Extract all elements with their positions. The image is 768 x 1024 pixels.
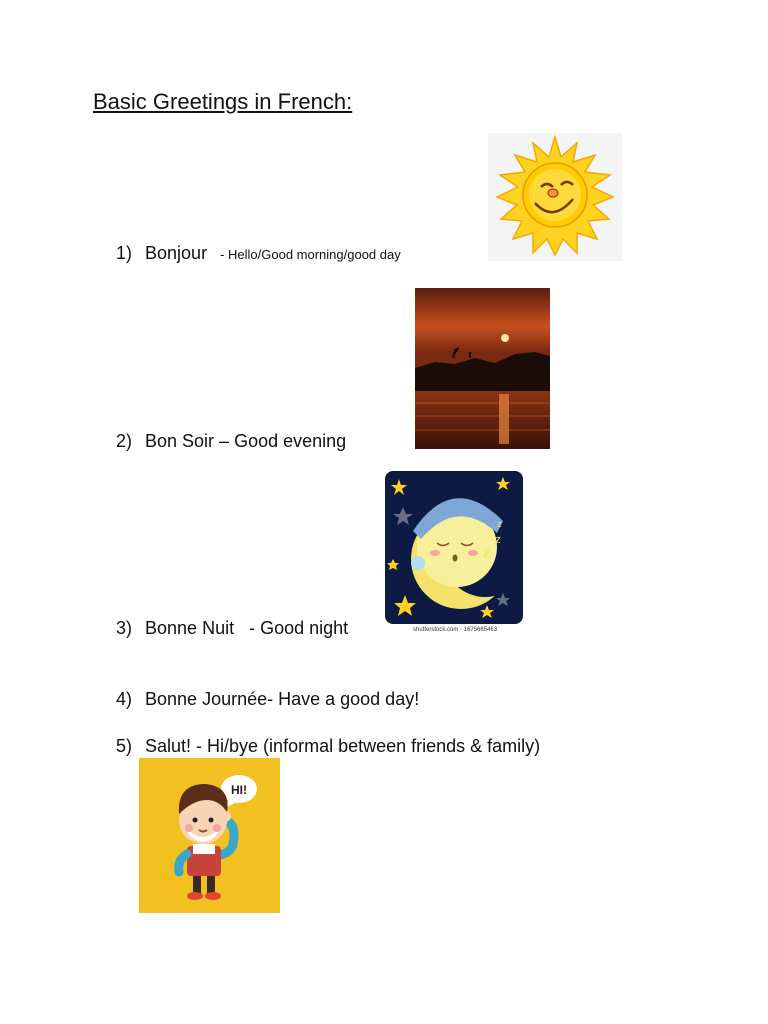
image-credit: shutterstock.com · 1675665463 bbox=[413, 627, 498, 633]
item-text: Bon Soir – Good evening bbox=[145, 431, 347, 451]
sun-image bbox=[488, 133, 622, 261]
item-text: Bonne Journée- Have a good day! bbox=[145, 689, 420, 709]
svg-text:z: z bbox=[495, 533, 501, 546]
item-number: 3) bbox=[116, 618, 133, 638]
page-title: Basic Greetings in French: bbox=[93, 89, 353, 114]
item-number: 1) bbox=[116, 243, 133, 263]
item-text: Bonne Nuit - Good night bbox=[145, 618, 349, 638]
svg-text:z: z bbox=[483, 546, 490, 561]
sleeping-moon-image bbox=[385, 471, 523, 624]
item-number: 2) bbox=[116, 431, 133, 451]
waving-boy-image bbox=[139, 758, 280, 913]
item-meaning: - Hello/Good morning/good day bbox=[220, 247, 401, 262]
sunset-image bbox=[415, 288, 550, 449]
list-item-salut bbox=[116, 736, 540, 757]
item-phrase: Bonjour bbox=[145, 243, 208, 263]
list-item-bonne-nuit bbox=[116, 618, 348, 639]
item-number: 4) bbox=[116, 689, 133, 709]
list-item-bonne-journee bbox=[116, 689, 419, 710]
speech-bubble-text: HI! bbox=[231, 783, 247, 797]
list-item-bonjour bbox=[116, 243, 401, 264]
item-number: 5) bbox=[116, 736, 133, 756]
list-item-bon-soir bbox=[116, 431, 346, 452]
svg-text:z: z bbox=[497, 520, 502, 530]
item-text: Salut! - Hi/bye (informal between friends & family) bbox=[145, 736, 541, 756]
